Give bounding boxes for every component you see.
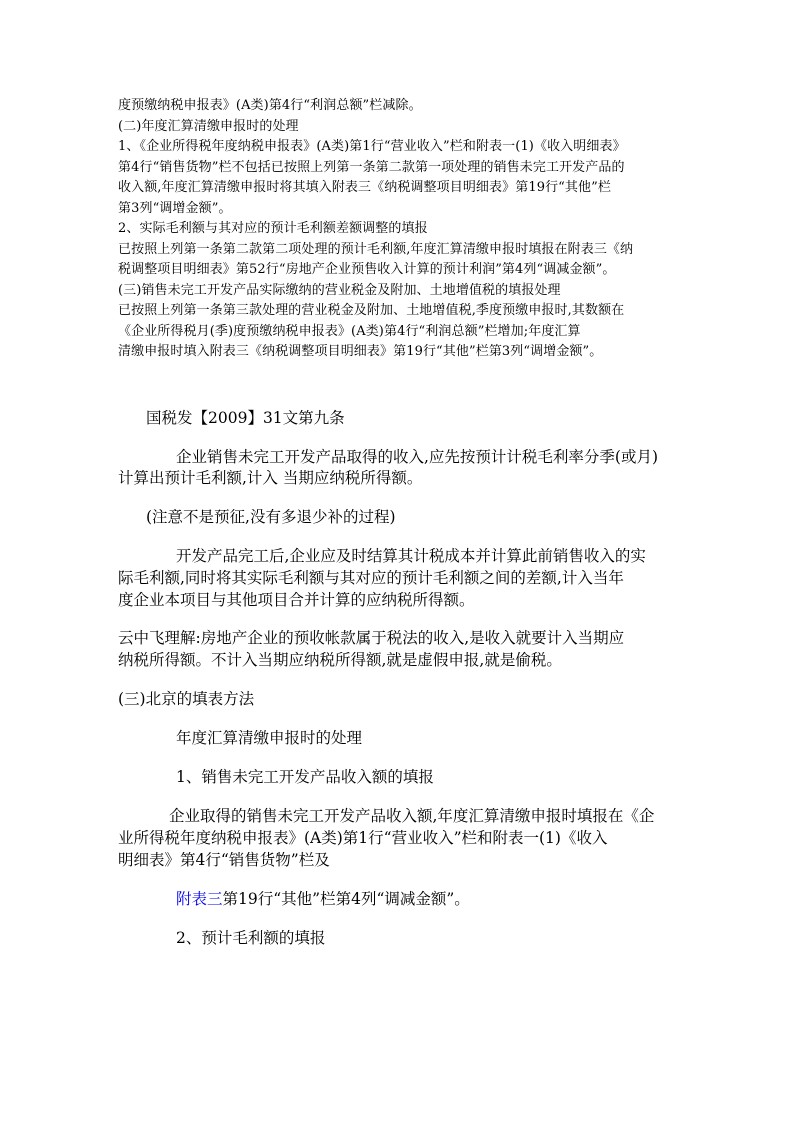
text-line: 《企业所得税月(季)度预缴纳税申报表》(A类)第4行“利润总额”栏增加;年度汇算: [118, 323, 581, 339]
paragraph-line: 计算出预计毛利额,计入 当期应纳税所得额。: [118, 469, 423, 487]
item-heading: 1、销售未完工开发产品收入额的填报: [176, 768, 434, 786]
text-line: 度预缴纳税申报表》(A类)第4行“利润总额”栏减除。: [118, 98, 422, 113]
item-heading: 2、预计毛利额的填报: [176, 929, 326, 947]
section-heading: (三)北京的填表方法: [118, 690, 255, 708]
paragraph-line: 度企业本项目与其他项目合并计算的应纳税所得额。: [118, 591, 475, 609]
paragraph-line: 际毛利额,同时将其实际毛利额与其对应的预计毛利额之间的差额,计入当年: [118, 569, 624, 587]
paragraph-line: 开发产品完工后,企业应及时结算其计税成本并计算此前销售收入的实: [176, 547, 646, 565]
commentary-line: 纳税所得额。不计入当期应纳税所得额,就是虚假申报,就是偷税。: [118, 651, 562, 669]
commentary-line: 云中飞理解:房地产企业的预收帐款属于税法的收入,是收入就要计入当期应: [118, 629, 625, 647]
paragraph-line: 业所得税年度纳税申报表》(A类)第1行“营业收入”栏和附表一(1)《收入: [118, 829, 608, 847]
paragraph-line: 明细表》第4行“销售货物”栏及: [118, 851, 330, 869]
text-line: (三)销售未完工开发产品实际缴纳的营业税金及附加、土地增值税的填报处理: [118, 282, 561, 298]
text-line: 清缴申报时填入附表三《纳税调整项目明细表》第19行“其他”栏第3列“调增金额”。: [118, 344, 603, 359]
regulation-heading: 国税发【2009】31文第九条: [146, 409, 345, 427]
paragraph-line-with-link: [176, 888, 470, 910]
paragraph-line: 企业取得的销售未完工开发产品收入额,年度汇算清缴申报时填报在《企: [169, 807, 655, 825]
note-text: (注意不是预征,没有多退少补的过程): [146, 508, 396, 526]
appendix-three-link[interactable]: 附表三: [176, 890, 223, 908]
link-following-text: 第19行“其他”栏第4列“调减金额”。: [222, 890, 470, 908]
text-line: 1、《企业所得税年度纳税申报表》(A类)第1行“营业收入”栏和附表一(1)《收入明细表》: [118, 139, 626, 154]
text-line: 税调整项目明细表》第52行“房地产企业预售收入计算的预计利润”第4列“调减金额”。: [118, 262, 616, 277]
text-line: 2、实际毛利额与其对应的预计毛利额差额调整的填报: [118, 221, 428, 236]
section-tax-filing-notes: [118, 96, 688, 363]
text-line: 第3列“调增金额”。: [118, 200, 232, 216]
text-line: 收入额,年度汇算清缴申报时将其填入附表三《纳税调整项目明细表》第19行“其他”栏: [118, 180, 611, 195]
text-line: 已按照上列第一条第三款处理的营业税金及附加、土地增值税,季度预缴申报时,其数额在: [118, 303, 625, 318]
text-line: 已按照上列第一条第二款第二项处理的预计毛利额,年度汇算清缴申报时填报在附表三《纳: [118, 241, 634, 257]
text-line: (二)年度汇算清缴申报时的处理: [118, 118, 299, 134]
text-line: 第4行“销售货物”栏不包括已按照上列第一条第二款第一项处理的销售未完工开发产品的: [118, 159, 625, 175]
subheading: 年度汇算清缴申报时的处理: [176, 729, 363, 747]
paragraph-line: 企业销售未完工开发产品取得的收入,应先按预计计税毛利率分季(或月): [176, 448, 659, 466]
